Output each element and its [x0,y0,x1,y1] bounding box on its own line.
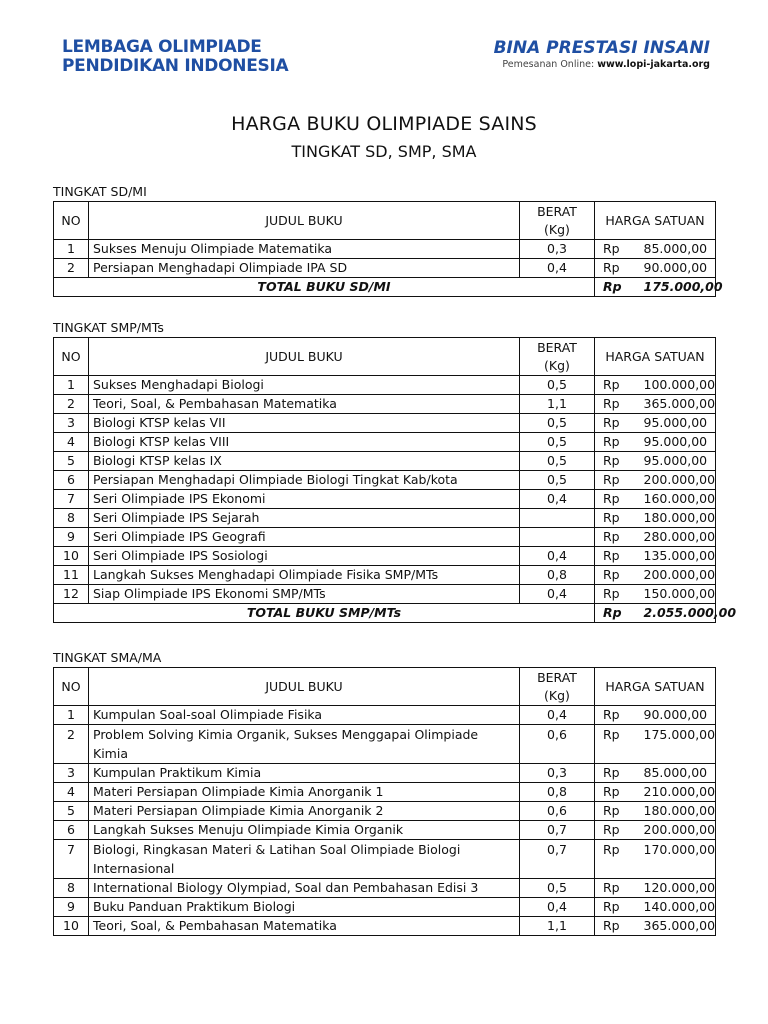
book-weight: 0,4 [520,547,595,566]
table-row [54,566,716,585]
brand-name: BINA PRESTASI INSANI [493,38,710,58]
book-weight: 0,8 [520,783,595,802]
table-row [54,783,716,802]
book-title-line1: Persiapan Menghadapi Olimpiade Biologi Tingkat Kab/kota [93,472,458,487]
table-row [54,917,716,936]
table-row [54,471,716,490]
section-label-sd: TINGKAT SD/MI [53,184,147,199]
book-title-line1: Sukses Menghadapi Biologi [93,377,264,392]
col-header-price: HARGA SATUAN [595,338,716,376]
book-title-line1: Buku Panduan Praktikum Biologi [93,899,296,914]
book-price: 135.000,00 [640,547,716,566]
book-title-line1: Seri Olimpiade IPS Sejarah [93,510,260,525]
table-row [54,240,716,259]
table-row [54,585,716,604]
row-number: 1 [54,706,89,725]
book-title-line1: Materi Persiapan Olimpiade Kimia Anorganik 1 [93,784,384,799]
book-title [89,821,520,840]
row-number: 10 [54,917,89,936]
org-name [62,38,288,76]
currency-label: Rp [595,821,640,840]
table-row [54,376,716,395]
row-number: 11 [54,566,89,585]
currency-label: Rp [595,783,640,802]
table-header [54,338,716,376]
total-label: TOTAL BUKU SMP/MTs [54,604,595,623]
book-price: 170.000,00 [640,840,716,879]
table-row [54,706,716,725]
total-price: 2.055.000,00 [640,604,716,623]
book-price: 100.000,00 [640,376,716,395]
book-weight: 0,4 [520,259,595,278]
table-row [54,547,716,566]
book-title [89,490,520,509]
book-price: 120.000,00 [640,879,716,898]
book-title-line1: Biologi KTSP kelas VII [93,415,226,430]
total-row [54,604,716,623]
book-price: 200.000,00 [640,566,716,585]
book-weight: 0,5 [520,879,595,898]
book-price: 200.000,00 [640,821,716,840]
book-title-line1: Siap Olimpiade IPS Ekonomi SMP/MTs [93,586,326,601]
book-title [89,879,520,898]
row-number: 2 [54,259,89,278]
row-number: 7 [54,840,89,879]
price-table-smp [53,337,737,623]
col-header-no: NO [54,668,89,706]
book-weight: 1,1 [520,395,595,414]
page-subtitle: TINGKAT SD, SMP, SMA [291,142,477,161]
total-row [54,278,716,297]
currency-label: Rp [595,585,640,604]
book-weight: 0,4 [520,706,595,725]
org-name-line1: LEMBAGA OLIMPIADE [62,37,262,57]
row-number: 8 [54,509,89,528]
book-title-line1: International Biology Olympiad, Soal dan Pembahasan Edisi 3 [93,880,479,895]
book-title [89,585,520,604]
book-title [89,764,520,783]
book-weight: 0,7 [520,840,595,879]
book-price: 95.000,00 [640,452,716,471]
currency-label: Rp [595,764,640,783]
table-row [54,725,716,764]
book-weight: 0,7 [520,821,595,840]
row-number: 3 [54,414,89,433]
row-number: 5 [54,802,89,821]
table-row [54,433,716,452]
book-weight: 0,6 [520,802,595,821]
book-title [89,547,520,566]
table-row [54,259,716,278]
book-title-line2: Kimia [93,746,128,761]
online-url[interactable]: www.lopi-jakarta.org [597,59,710,70]
book-weight: 0,5 [520,414,595,433]
currency-label: Rp [595,414,640,433]
currency-label: Rp [595,471,640,490]
currency-label: Rp [595,376,640,395]
book-price: 140.000,00 [640,898,716,917]
table-row [54,509,716,528]
book-price: 175.000,00 [640,725,716,764]
book-weight: 0,4 [520,585,595,604]
book-weight: 0,6 [520,725,595,764]
row-number: 9 [54,898,89,917]
currency-label: Rp [595,725,640,764]
book-weight: 0,3 [520,764,595,783]
book-title [89,566,520,585]
org-name-line2: PENDIDIKAN INDONESIA [62,56,289,76]
book-weight: 1,1 [520,917,595,936]
col-header-weight [520,668,595,706]
book-title [89,528,520,547]
book-title-line1: Biologi, Ringkasan Materi & Latihan Soal Olimpiade Biologi [93,842,461,857]
row-number: 3 [54,764,89,783]
total-currency: Rp [595,278,640,297]
row-number: 2 [54,725,89,764]
book-title-line1: Persiapan Menghadapi Olimpiade IPA SD [93,260,348,275]
book-price: 95.000,00 [640,414,716,433]
col-header-title: JUDUL BUKU [89,338,520,376]
col-header-weight-line1: BERAT [537,203,577,219]
book-weight: 0,3 [520,240,595,259]
col-header-weight-line1: BERAT [537,669,577,685]
col-header-price: HARGA SATUAN [595,202,716,240]
book-price: 180.000,00 [640,802,716,821]
book-weight: 0,5 [520,376,595,395]
book-title [89,376,520,395]
book-weight: 0,5 [520,433,595,452]
book-weight: 0,5 [520,452,595,471]
book-price: 90.000,00 [640,706,716,725]
table-row [54,764,716,783]
book-title-line1: Biologi KTSP kelas VIII [93,434,230,449]
col-header-weight [520,202,595,240]
page-title: HARGA BUKU OLIMPIADE SAINS [231,113,537,135]
col-header-weight-line2: (Kg) [544,357,570,373]
book-price: 85.000,00 [640,764,716,783]
col-header-weight-line2: (Kg) [544,221,570,237]
col-header-weight-line2: (Kg) [544,687,570,703]
table-row [54,528,716,547]
book-title-line1: Seri Olimpiade IPS Sosiologi [93,548,268,563]
currency-label: Rp [595,509,640,528]
book-title-line1: Sukses Menuju Olimpiade Matematika [93,241,333,256]
currency-label: Rp [595,433,640,452]
table-row [54,802,716,821]
book-weight: 0,4 [520,898,595,917]
currency-label: Rp [595,879,640,898]
book-title-line1: Langkah Sukses Menghadapi Olimpiade Fisika SMP/MTs [93,567,439,582]
table-row [54,879,716,898]
book-price: 95.000,00 [640,433,716,452]
book-title-line1: Seri Olimpiade IPS Ekonomi [93,491,266,506]
col-header-no: NO [54,338,89,376]
table-header [54,202,716,240]
book-price: 200.000,00 [640,471,716,490]
book-title [89,471,520,490]
currency-label: Rp [595,840,640,879]
book-price: 365.000,00 [640,917,716,936]
row-number: 1 [54,376,89,395]
row-number: 1 [54,240,89,259]
row-number: 7 [54,490,89,509]
book-title [89,240,520,259]
book-title [89,259,520,278]
book-title [89,414,520,433]
col-header-no: NO [54,202,89,240]
book-title [89,783,520,802]
currency-label: Rp [595,259,640,278]
book-title [89,917,520,936]
book-title-line1: Teori, Soal, & Pembahasan Matematika [93,918,337,933]
book-title [89,802,520,821]
price-table-sma [53,667,716,936]
book-price: 365.000,00 [640,395,716,414]
book-title [89,840,520,879]
book-title [89,706,520,725]
book-price: 180.000,00 [640,509,716,528]
book-title-line1: Problem Solving Kimia Organik, Sukses Menggapai Olimpiade [93,727,479,742]
currency-label: Rp [595,706,640,725]
book-title-line2: Internasional [93,861,175,876]
book-title [89,433,520,452]
book-title-line1: Biologi KTSP kelas IX [93,453,222,468]
row-number: 12 [54,585,89,604]
currency-label: Rp [595,917,640,936]
table-row [54,898,716,917]
table-row [54,840,716,879]
price-table-sd [53,201,723,297]
currency-label: Rp [595,452,640,471]
book-price: 150.000,00 [640,585,716,604]
book-title [89,452,520,471]
currency-label: Rp [595,395,640,414]
book-title-line1: Langkah Sukses Menuju Olimpiade Kimia Organik [93,822,404,837]
book-title-line1: Teori, Soal, & Pembahasan Matematika [93,396,337,411]
row-number: 4 [54,783,89,802]
book-title [89,725,520,764]
row-number: 5 [54,452,89,471]
book-title-line1: Kumpulan Praktikum Kimia [93,765,262,780]
book-weight [520,509,595,528]
book-weight: 0,5 [520,471,595,490]
book-title [89,898,520,917]
book-weight: 0,8 [520,566,595,585]
currency-label: Rp [595,547,640,566]
row-number: 6 [54,471,89,490]
table-header [54,668,716,706]
row-number: 8 [54,879,89,898]
book-price: 210.000,00 [640,783,716,802]
currency-label: Rp [595,898,640,917]
col-header-price: HARGA SATUAN [595,668,716,706]
book-weight: 0,4 [520,490,595,509]
book-title-line1: Materi Persiapan Olimpiade Kimia Anorganik 2 [93,803,384,818]
row-number: 2 [54,395,89,414]
online-label: Pemesanan Online: [502,59,595,70]
table-row [54,414,716,433]
total-currency: Rp [595,604,640,623]
book-price: 85.000,00 [640,240,716,259]
book-title [89,395,520,414]
book-price: 90.000,00 [640,259,716,278]
currency-label: Rp [595,528,640,547]
book-weight [520,528,595,547]
book-title-line1: Seri Olimpiade IPS Geografi [93,529,266,544]
section-label-smp: TINGKAT SMP/MTs [53,320,164,335]
table-row [54,395,716,414]
book-title-line1: Kumpulan Soal-soal Olimpiade Fisika [93,707,323,722]
brand-block [494,38,710,70]
row-number: 9 [54,528,89,547]
book-price: 280.000,00 [640,528,716,547]
online-order [494,59,710,70]
row-number: 4 [54,433,89,452]
currency-label: Rp [595,490,640,509]
col-header-weight-line1: BERAT [537,339,577,355]
col-header-title: JUDUL BUKU [89,202,520,240]
currency-label: Rp [595,240,640,259]
book-price: 160.000,00 [640,490,716,509]
total-label: TOTAL BUKU SD/MI [54,278,595,297]
book-title [89,509,520,528]
currency-label: Rp [595,802,640,821]
section-label-sma: TINGKAT SMA/MA [53,650,162,665]
currency-label: Rp [595,566,640,585]
table-row [54,821,716,840]
row-number: 6 [54,821,89,840]
total-price: 175.000,00 [640,278,716,297]
table-row [54,490,716,509]
col-header-weight [520,338,595,376]
col-header-title: JUDUL BUKU [89,668,520,706]
row-number: 10 [54,547,89,566]
table-row [54,452,716,471]
